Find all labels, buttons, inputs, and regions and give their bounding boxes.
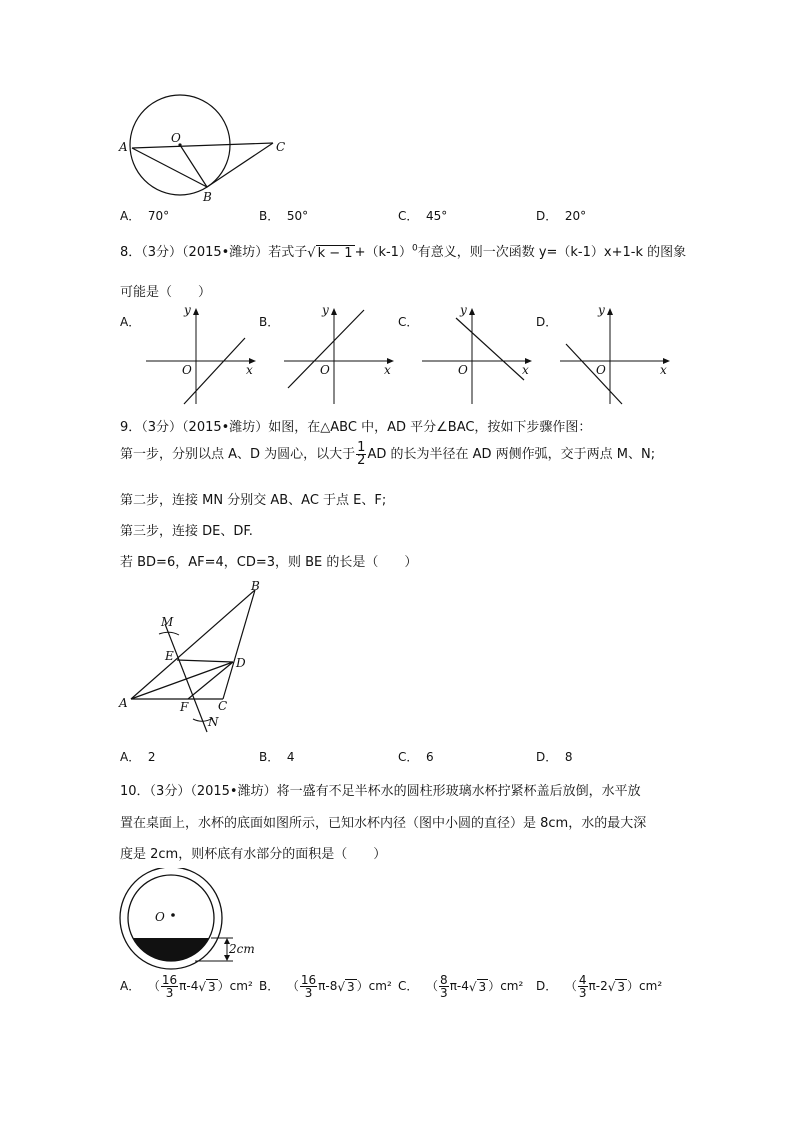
q7-figure <box>115 90 305 205</box>
q10-water <box>115 938 235 978</box>
svg-text:x: x <box>660 363 667 377</box>
q10-option-c[interactable]: C． （ $\frac{8}{3}$ π-4√ 3 ）cm² <box>398 973 524 1000</box>
q9-option-b[interactable]: B． 4 <box>259 750 295 764</box>
q8-graph-a <box>142 300 262 408</box>
q8-line2: 可能是（ ） <box>120 285 212 300</box>
q10-line1: 10．（3分）（2015•潍坊）将一盛有不足半杯水的圆柱形玻璃水杯拧紧杯盖后放倒，水平放 <box>120 784 641 799</box>
q9-figure <box>115 578 275 733</box>
svg-text:x: x <box>246 363 253 377</box>
svg-text:M: M <box>161 615 174 629</box>
q8-graph-b <box>280 300 400 408</box>
q8-option-b[interactable]: B． <box>259 315 280 329</box>
q7-label-a: A <box>119 140 128 154</box>
q7-line-ob <box>180 145 207 187</box>
q7-label-c: C <box>276 140 286 154</box>
q8-option-a[interactable]: A． <box>120 315 141 329</box>
svg-text:D: D <box>236 656 246 670</box>
q7-line-ac <box>132 143 273 148</box>
q7-option-a[interactable]: A． 70° <box>120 209 170 223</box>
svg-text:O: O <box>596 363 606 377</box>
q8-sqrt: √ k − 1 <box>307 245 353 261</box>
svg-text:y: y <box>460 303 467 317</box>
q7-line-bc <box>207 143 273 187</box>
q9-step2: 第二步，连接 MN 分别交 AB、AC 于点 E、F; <box>120 493 387 508</box>
svg-text:F: F <box>180 700 189 714</box>
q10-option-b[interactable]: B． （ $\frac{16}{3}$ π-8√ 3 ）cm² <box>259 973 392 1000</box>
q9-half-fraction: $\frac{1}{2}$ <box>357 440 366 468</box>
q9-option-a[interactable]: A． 2 <box>120 750 156 764</box>
q8-option-d[interactable]: D． <box>536 315 558 329</box>
q7-option-c[interactable]: C． 45° <box>398 209 448 223</box>
q10-option-d[interactable]: D． （ $\frac{4}{3}$ π-2√ 3 ）cm² <box>536 973 663 1000</box>
svg-text:y: y <box>322 303 329 317</box>
svg-text:x: x <box>522 363 529 377</box>
svg-text:A: A <box>119 696 128 710</box>
svg-text:O: O <box>182 363 192 377</box>
svg-text:C: C <box>218 699 228 713</box>
svg-text:O: O <box>458 363 468 377</box>
q9-option-d[interactable]: D． 8 <box>536 750 573 764</box>
q9-step3: 第三步，连接 DE、DF. <box>120 524 253 539</box>
svg-text:O: O <box>320 363 330 377</box>
q10-line2: 置在桌面上，水杯的底面如图所示，已知水杯内径（图中小圆的直径）是 8cm，水的最大深 <box>120 816 647 831</box>
q9-step1: 第一步，分别以点 A、D 为圆心，以大于 $\frac{1}{2}$ AD 的长为半径在 AD 两侧作弧，交于两点 M、N; <box>120 440 656 468</box>
q8-stem: 8．（3分）（2015•潍坊）若式子√ $k - 1 +(k-1)^0$有意义，则一次函数 y=（k-1）x+1-k 的图象 <box>120 243 687 261</box>
q10-option-a[interactable]: A． （ $\frac{16}{3}$ π-4√ 3 ）cm² <box>120 973 253 1000</box>
q9-option-c[interactable]: C． 6 <box>398 750 434 764</box>
svg-text:E: E <box>165 649 174 663</box>
q9-line1: 9．（3分）（2015•潍坊）如图，在△ABC 中，AD 平分∠BAC，按如下步骤作图： <box>120 420 592 435</box>
q7-line-ab <box>132 148 207 187</box>
q7-option-b[interactable]: B． 50° <box>259 209 309 223</box>
q10-figure <box>115 868 275 978</box>
q7-label-b: B <box>203 190 212 204</box>
q10-line3: 度是 2cm，则杯底有水部分的面积是（ ） <box>120 847 387 862</box>
svg-text:B: B <box>251 579 260 593</box>
q7-label-o: O <box>171 131 181 145</box>
svg-text:N: N <box>208 715 219 729</box>
svg-text:2cm: 2cm <box>229 942 255 956</box>
svg-text:x: x <box>384 363 391 377</box>
q8-graph-c <box>418 300 538 408</box>
q9-condition: 若 BD=6，AF=4，CD=3，则 BE 的长是（ ） <box>120 555 418 570</box>
q7-option-d[interactable]: D． 20° <box>536 209 587 223</box>
q8-a-line <box>184 338 245 404</box>
q8-graph-d <box>556 300 676 408</box>
q8-d-line <box>566 344 622 404</box>
svg-text:O: O <box>155 910 165 924</box>
q8-option-c[interactable]: C． <box>398 315 419 329</box>
svg-text:y: y <box>184 303 191 317</box>
svg-text:y: y <box>598 303 605 317</box>
